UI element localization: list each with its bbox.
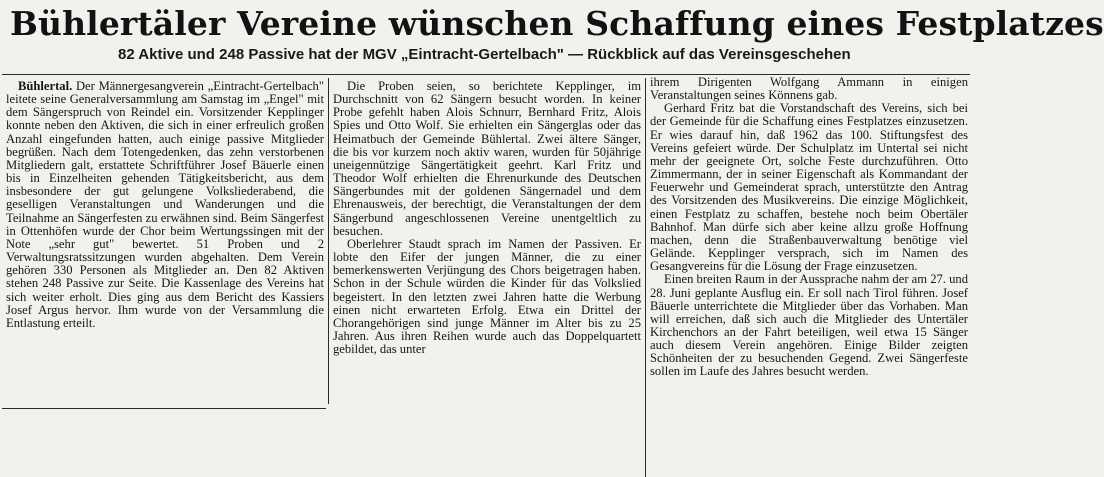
headline: Bühlertäler Vereine wünschen Schaffung eines Festplatzes: [10, 4, 1104, 43]
article-paragraph: ihrem Dirigenten Wolfgang Ammann in einigen Veranstaltungen seines Könnens gab.: [650, 75, 968, 103]
article-paragraph: Einen breiten Raum in der Aussprache nahm der am 27. und 28. Juni geplante Ausflug ein. Er soll nach Tirol führen. Josef Bäuerle unterrichtete die Mitglieder über das Vorhaben. Man will erreichen, daß sich auch die Mitglieder des Untertäler Kirchenchors an der Fahrt beteiligen, weil etwa 15 Sänger auch diesem Verein angehören. Einige Bilder zeigten Schönheiten der zu besuchenden Gegend. Zwei Sängerfeste sollen im Laufe des Jahres besucht werden.: [650, 272, 968, 379]
article-paragraph: Oberlehrer Staudt sprach im Namen der Passiven. Er lobte den Eifer der jungen Männer, die zu einer bemerkenswerten Verjüngung des Chors beigetragen haben. Schon in der Schule würden die Kinder für das Volkslied begeistert. In den letzten zwei Jahren hatte die Werbung einen nicht erwarteten Erfolg. Etwa ein Drittel der Chorangehörigen sind junge Männer im Alter bis zu 25 Jahren. Aus ihren Reihen wurde auch das Doppelquartett gebildet, das unter: [333, 236, 641, 357]
article-paragraph: [6, 80, 324, 330]
subheadline: 82 Aktive und 248 Passive hat der MGV „Eintracht-Gertelbach" — Rückblick auf das Vereinsgeschehen: [118, 46, 851, 63]
article-column-2: [333, 80, 641, 356]
dateline: Bühlertal.: [18, 79, 73, 93]
article-paragraph: Die Proben seien, so berichtete Kepplinger, im Durchschnitt von 62 Sängern besucht worden. In keiner Probe gefehlt haben Alois Schnurr, Bernhard Fritz, Alois Spies und Otto Wolf. Sie erhielten ein Sängerglas oder das Heimatbuch der Gemeinde Bühlertal. Zwei ältere Sänger, die bis vor kurzem noch aktiv waren, wurden für 50jährige uneigennützige Sängertätigkeit geehrt. Karl Fritz und Theodor Wolf erhielten die Ehrenurkunde des Deutschen Sängerbundes mit der goldenen Sängernadel und dem Ehrenausweis, der berechtigt, die Veranstaltungen der dem Sängerbund angeschlossenen Vereine unentgeltlich zu besuchen.: [333, 79, 641, 238]
paragraph-text: Der Männergesangverein „Eintracht-Gertelbach" leitete seine Generalversammlung am Samstag im „Engel" mit dem Sängerspruch von Reindel ein. Vorsitzender Kepplinger konnte neben den Aktiven, die sich in einer erfreulich großen Anzahl eingefunden hatten, auch einige passive Mitglieder begrüßen. Nach dem Totengedenken, das zehn verstorbenen Mitgliedern galt, erstattete Schriftführer Josef Bäuerle einen bis in Einzelheiten gehenden Tätigkeitsbericht, aus dem insbesondere der gut gelungene Volksliederabend, die geselligen Veranstaltungen und Wanderungen und die Teilnahme an Sängerfesten zu erwähnen sind. Beim Sängerfest in Ottenhöfen wurde der Chor beim Wertungssingen mit der Note „sehr gut" bewertet. 51 Proben und 2 Verwaltungsratssitzungen wurden abgehalten. Dem Verein gehören 330 Personen als Mitglieder an. Den 82 Aktiven stehen 248 Passive zur Seite. Die Kassenlage des Vereins hat sich weiter erholt. Dies ging aus dem Bericht des Kassiers Josef Argus hervor. Ihm wurde von der Versammlung die Entlastung erteilt.: [6, 79, 324, 330]
column-end-rule: [2, 408, 326, 409]
column-rule-1: [328, 78, 329, 404]
article-column-3: [650, 76, 968, 379]
article-column-1: [6, 80, 324, 330]
column-rule-2: [645, 78, 646, 477]
article-paragraph: Gerhard Fritz bat die Vorstandschaft des Vereins, sich bei der Gemeinde für die Schaffung eines Festplatzes einzusetzen. Er wies darauf hin, daß 1962 das 100. Stiftungsfest des Vereins gefeiert würde. Der Schulplatz im Untertal sei nicht mehr der geeignete Ort, solche Feste durchzuführen. Otto Zimmermann, der in seiner Eigenschaft als Kommandant der Feuerwehr und Gemeinderat sprach, unterstützte den Antrag des Vorsitzenden des Musikvereins. Die einzige Möglichkeit, einen Festplatz zu schaffen, bestehe noch beim Obertäler Bahnhof. Man dürfe sich aber keine allzu große Hoffnung machen, denn die Straßenbauverwaltung benötige viel Gelände. Kepplinger versprach, sich im Namen des Gesangvereins für die Lösung der Frage einzusetzen.: [650, 101, 968, 274]
